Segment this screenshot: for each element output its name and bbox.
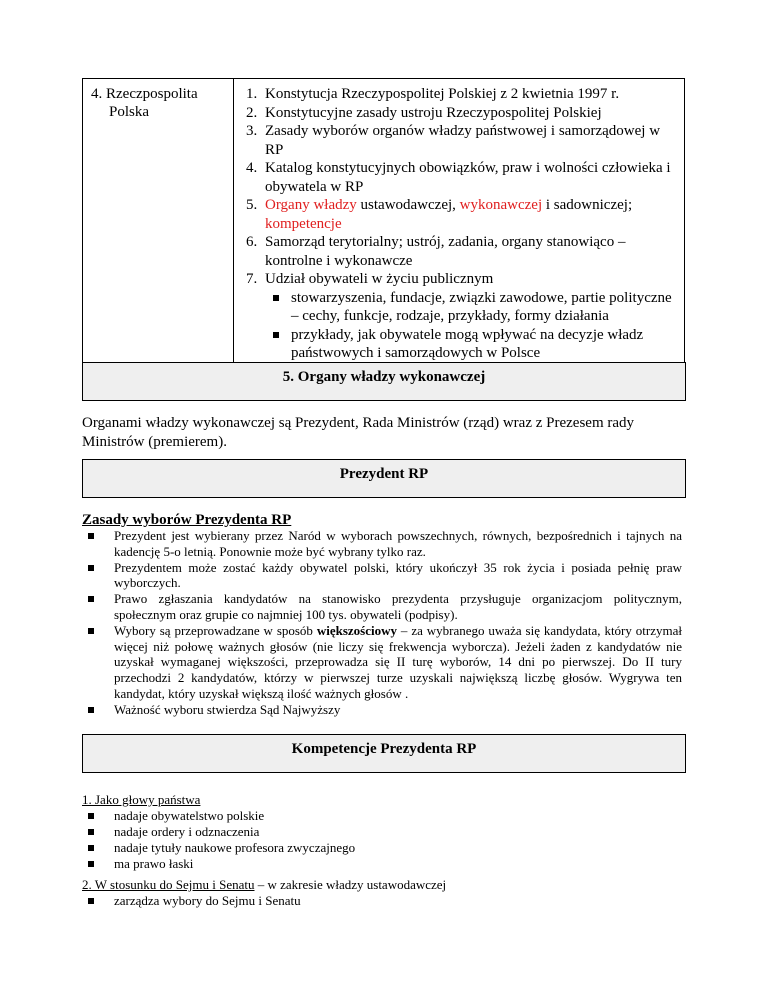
topic-text xyxy=(265,104,678,123)
subtopic-item xyxy=(270,289,678,326)
topic-cell xyxy=(83,79,234,364)
topic-item xyxy=(246,196,678,233)
highlighted-text: wykonawczej xyxy=(459,197,543,213)
topic-number: 3. xyxy=(246,123,258,139)
section-heading-competences-text: Kompetencje Prezydenta RP xyxy=(291,741,477,757)
square-bullet-icon xyxy=(88,565,94,571)
topic-item xyxy=(246,104,678,123)
topic-text-part: Konstytucja Rzeczypospolitej Polskiej z 2 kwietnia 1997 r. xyxy=(265,86,620,102)
topic-text xyxy=(265,122,678,159)
topic-number: 2. xyxy=(246,104,258,121)
bold-term: większościowy xyxy=(316,622,398,638)
head-of-state-item xyxy=(114,824,355,840)
head-of-state-title: 1. Jako głowy państwa xyxy=(82,792,201,807)
topic-number: 5. xyxy=(246,197,258,213)
section-heading-president-text: Prezydent RP xyxy=(339,466,429,482)
parliament-title xyxy=(82,877,446,893)
topic-item xyxy=(246,122,678,159)
square-bullet-icon xyxy=(270,326,291,363)
head-of-state-list xyxy=(114,808,355,872)
election-rule xyxy=(114,623,682,702)
topic-number: 1. xyxy=(246,86,258,102)
topics-list xyxy=(234,79,684,363)
square-bullet-icon xyxy=(88,898,94,904)
head-of-state-item-text: ma prawo łaski xyxy=(114,856,194,871)
topic-item xyxy=(246,270,678,289)
topic-text-part: ustawodawczej, xyxy=(356,197,460,213)
rule-text: Wybory są przeprowadzane w sposób xyxy=(114,622,317,638)
elections-list xyxy=(114,528,682,718)
topic-text-part: Samorząd terytorialny; ustrój, zadania, organy stanowiąco – kontrolne i wykonawcze xyxy=(265,234,626,269)
rule-text: Ważność wyboru stwierdza Sąd Najwyższy xyxy=(114,701,341,717)
section-heading-executive-text: 5. Organy władzy wykonawczej xyxy=(282,369,486,385)
topic-text-part: Konstytucyjne zasady ustroju Rzeczypospolitej Polskiej xyxy=(265,104,602,121)
head-of-state-item xyxy=(114,808,355,824)
topic-text xyxy=(265,233,678,270)
intro-paragraph: Organami władzy wykonawczej są Prezydent, Rada Ministrów (rząd) wraz z Prezesem rady Ministrów (premierem). xyxy=(82,415,635,450)
topic-item xyxy=(246,159,678,196)
square-bullet-icon xyxy=(88,813,94,819)
topic-text-part: Zasady wyborów organów władzy państwowej i samorządowej w RP xyxy=(265,123,661,158)
head-of-state-item-text: nadaje obywatelstwo polskie xyxy=(114,808,265,823)
election-rule xyxy=(114,560,682,592)
curriculum-table xyxy=(82,78,685,364)
topic-line-2: Polska xyxy=(109,104,150,120)
election-rule xyxy=(114,528,682,560)
highlighted-text: kompetencje xyxy=(265,215,342,232)
topic-text xyxy=(265,85,678,104)
parliament-item xyxy=(114,893,301,909)
topics-list-cell xyxy=(234,79,685,364)
parliament-title-link: 2. W stosunku do Sejmu i Senatu xyxy=(82,877,255,892)
topic-text xyxy=(265,159,678,196)
topic-text-part: Katalog konstytucyjnych obowiązków, praw i wolności człowieka i obywatela w RP xyxy=(265,160,671,195)
topic-item xyxy=(246,233,678,270)
head-of-state-item xyxy=(114,856,355,872)
square-bullet-icon xyxy=(270,289,291,326)
highlighted-text: Organy władzy xyxy=(265,197,357,213)
election-rule xyxy=(114,702,682,718)
rule-text: Prawo zgłaszania kandydatów na stanowisko prezydenta przysługuje organizacjom politycznym, społecznym oraz grupie co najmniej 100 tys. obywateli (podpisy). xyxy=(114,591,682,622)
parliament-title-rest: – w zakresie władzy ustawodawczej xyxy=(254,877,447,892)
topic-item xyxy=(246,85,678,104)
parliament-item-text: zarządza wybory do Sejmu i Senatu xyxy=(114,893,301,908)
topic-line-1: 4. Rzeczpospolita xyxy=(91,86,198,102)
section-heading-president xyxy=(82,459,686,498)
subtopic-item xyxy=(270,326,678,363)
rule-text: – za wybranego uważa się kandydata, który otrzymał więcej niż połowę ważnych głosów (nie liczy się frekwencja wyborcza). Jeżeli żaden z kandydatów nie uzyskał wymaganej większości, przeprowadza się II turę wyborów, 14 dni po pierwszej. Do II tury przechodzi 2 kandydatów, którzy w pierwszej turze uzyskali największą liczbę głosów. Wygrywa ten kandydat, który uzyskał większą ilość ważnych głosów . xyxy=(114,622,682,701)
head-of-state-item-text: nadaje ordery i odznaczenia xyxy=(114,824,260,839)
section-heading-competences xyxy=(82,734,686,773)
square-bullet-icon xyxy=(88,707,94,713)
head-of-state-item xyxy=(114,840,355,856)
square-bullet-icon xyxy=(88,628,94,634)
topic-text-part: i sadowniczej; xyxy=(542,197,633,213)
square-bullet-icon xyxy=(88,829,94,835)
topic-number: 6. xyxy=(246,234,258,250)
subtopic-list xyxy=(270,289,678,363)
topic-number: 4. xyxy=(246,160,258,176)
subtopic-text: stowarzyszenia, fundacje, związki zawodowe, partie polityczne – cechy, funkcje, rodzaje, przykłady, formy działania xyxy=(291,289,672,324)
square-bullet-icon xyxy=(88,596,94,602)
topic-text xyxy=(265,196,678,233)
square-bullet-icon xyxy=(88,845,94,851)
topic-text xyxy=(265,270,678,289)
rule-text: Prezydent jest wybierany przez Naród w wyborach powszechnych, równych, bezpośrednich i tajnych na kadencję 5-o letnią. Ponownie może być wybrany tylko raz. xyxy=(114,528,682,559)
topic-text-part: Udział obywateli w życiu publicznym xyxy=(265,271,494,287)
square-bullet-icon xyxy=(88,533,94,539)
head-of-state-item-text: nadaje tytuły naukowe profesora zwyczajnego xyxy=(114,840,356,855)
elections-title: Zasady wyborów Prezydenta RP xyxy=(82,512,292,528)
parliament-list xyxy=(114,893,301,909)
topic-number: 7. xyxy=(246,271,258,287)
subtopic-text: przykłady, jak obywatele mogą wpływać na decyzje władz państwowych i samorządowych w Polsce xyxy=(291,326,644,361)
election-rule xyxy=(114,591,682,623)
rule-text: Prezydentem może zostać każdy obywatel polski, który ukończył 35 rok życia i posiada pełnię praw wyborczych. xyxy=(114,559,682,591)
section-heading-executive xyxy=(82,362,686,401)
square-bullet-icon xyxy=(88,861,94,867)
